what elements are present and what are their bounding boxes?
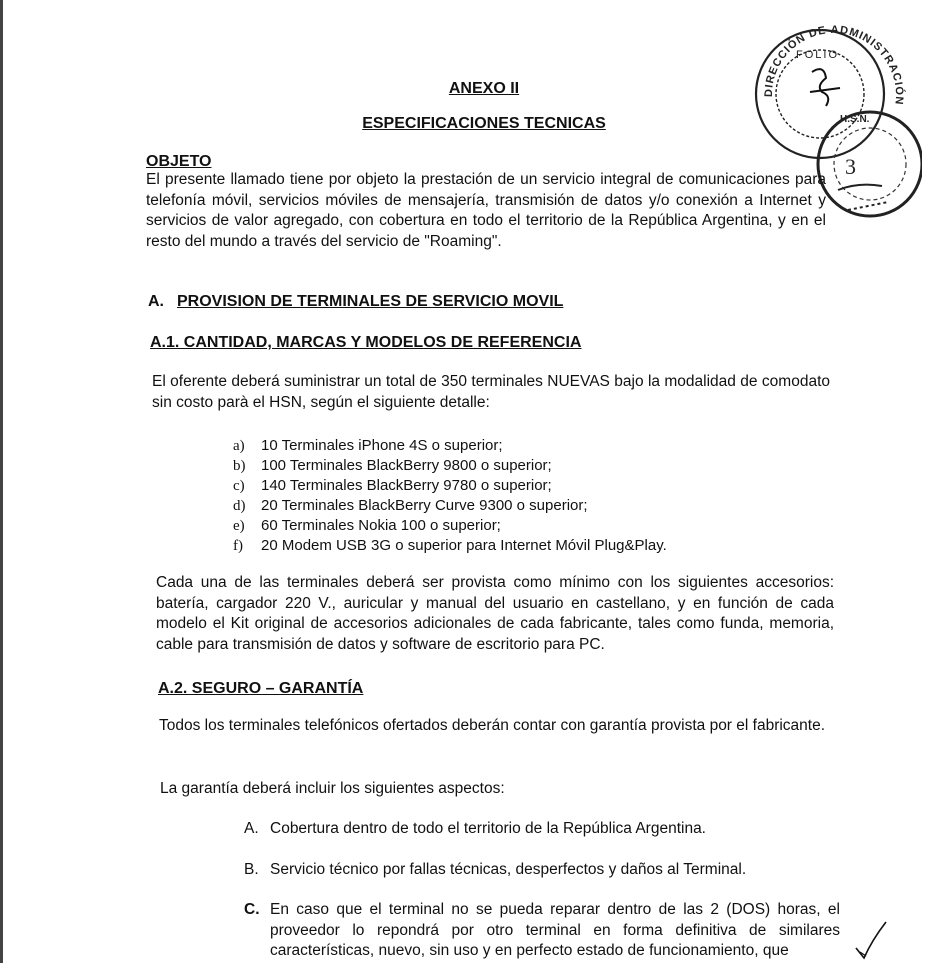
list-item-label: a): [233, 438, 245, 454]
warranty-aspects-intro: La garantía deberá incluir los siguientes aspectos:: [160, 780, 505, 797]
list-item-label: d): [233, 498, 246, 514]
list-item-text: 20 Terminales BlackBerry Curve 9300 o superior;: [261, 497, 588, 514]
objeto-heading: OBJETO: [146, 153, 212, 170]
list-item-text: Servicio técnico por fallas técnicas, desperfectos y daños al Terminal.: [270, 861, 747, 878]
list-item-text: En caso que el terminal no se pueda reparar dentro de las 2 (DOS) horas, el proveedor lo repondrá por otro terminal en forma definitiva de similares características, nuevo, sin uso y en perfecto estado de funcionamiento, que: [270, 901, 840, 959]
list-item-label: f): [233, 538, 243, 554]
stamp-ring-text: DIRECCIÓN DE ADMINISTRACIÓN: [762, 23, 906, 106]
list-item-text: Cobertura dentro de todo el territorio de la República Argentina.: [270, 820, 706, 837]
list-item: [233, 516, 501, 536]
list-item-label: b): [233, 458, 246, 474]
list-item-text: 60 Terminales Nokia 100 o superior;: [261, 517, 501, 534]
document-title: ESPECIFICACIONES TECNICAS: [362, 115, 606, 132]
list-item-text: 100 Terminales BlackBerry 9800 o superior;: [261, 457, 552, 474]
list-item-label: e): [233, 518, 245, 534]
list-item-text: 20 Modem USB 3G o superior para Internet Móvil Plug&Play.: [261, 537, 667, 554]
section-a1-heading: A.1. CANTIDAD, MARCAS Y MODELOS DE REFERENCIA: [150, 334, 582, 351]
list-item-label: B.: [244, 861, 259, 878]
list-item-label: A.: [244, 820, 259, 837]
section-a-letter: A.: [148, 293, 164, 310]
list-item: [233, 476, 552, 496]
warranty-paragraph: Todos los terminales telefónicos ofertados deberán contar con garantía provista por el fabricante.: [159, 717, 826, 734]
annex-title: ANEXO II: [448, 80, 520, 97]
section-a-heading: PROVISION DE TERMINALES DE SERVICIO MOVIL: [177, 293, 564, 310]
stamp-second-ring-text: H.S.N.: [840, 114, 870, 125]
objeto-paragraph: El presente llamado tiene por objeto la prestación de un servicio integral de comunicaciones para telefonía móvil, servicios móviles de mensajería, transmisión de datos y/o conexión a Internet y servicios de valor agregado, con cobertura en todo el territorio de la República Argentina, y en el resto del mundo a través del servicio de "Roaming".: [146, 171, 826, 250]
stamp-folio: FOLIO: [796, 49, 840, 61]
list-item-label: C.: [244, 901, 260, 918]
stamp-folio-number: 3: [845, 154, 856, 179]
section-a2-heading: A.2. SEGURO – GARANTÍA: [158, 680, 364, 697]
list-item-text: 10 Terminales iPhone 4S o superior;: [261, 437, 503, 454]
list-item: [233, 456, 552, 476]
accessories-paragraph: Cada una de las terminales deberá ser provista como mínimo con los siguientes accesorios: batería, cargador 220 V., auricular y manual del usuario en castellano, y en función de cada modelo el Kit original de accesorios adicionales de cada fabricante, tales como funda, memoria, cable para transmisión de datos y software de escritorio para PC.: [156, 574, 834, 653]
list-item-text: 140 Terminales BlackBerry 9780 o superior;: [261, 477, 552, 494]
page-edge: [0, 0, 3, 963]
list-item: [233, 436, 503, 456]
list-item-label: c): [233, 478, 245, 494]
section-a1-intro: El oferente deberá suministrar un total de 350 terminales NUEVAS bajo la modalidad de comodato sin costo parà el HSN, según el siguiente detalle:: [152, 373, 830, 411]
list-item: [244, 860, 746, 880]
list-item: [233, 536, 667, 556]
list-item: [244, 819, 706, 839]
list-item: [233, 496, 588, 516]
check-mark-icon: [852, 918, 892, 963]
